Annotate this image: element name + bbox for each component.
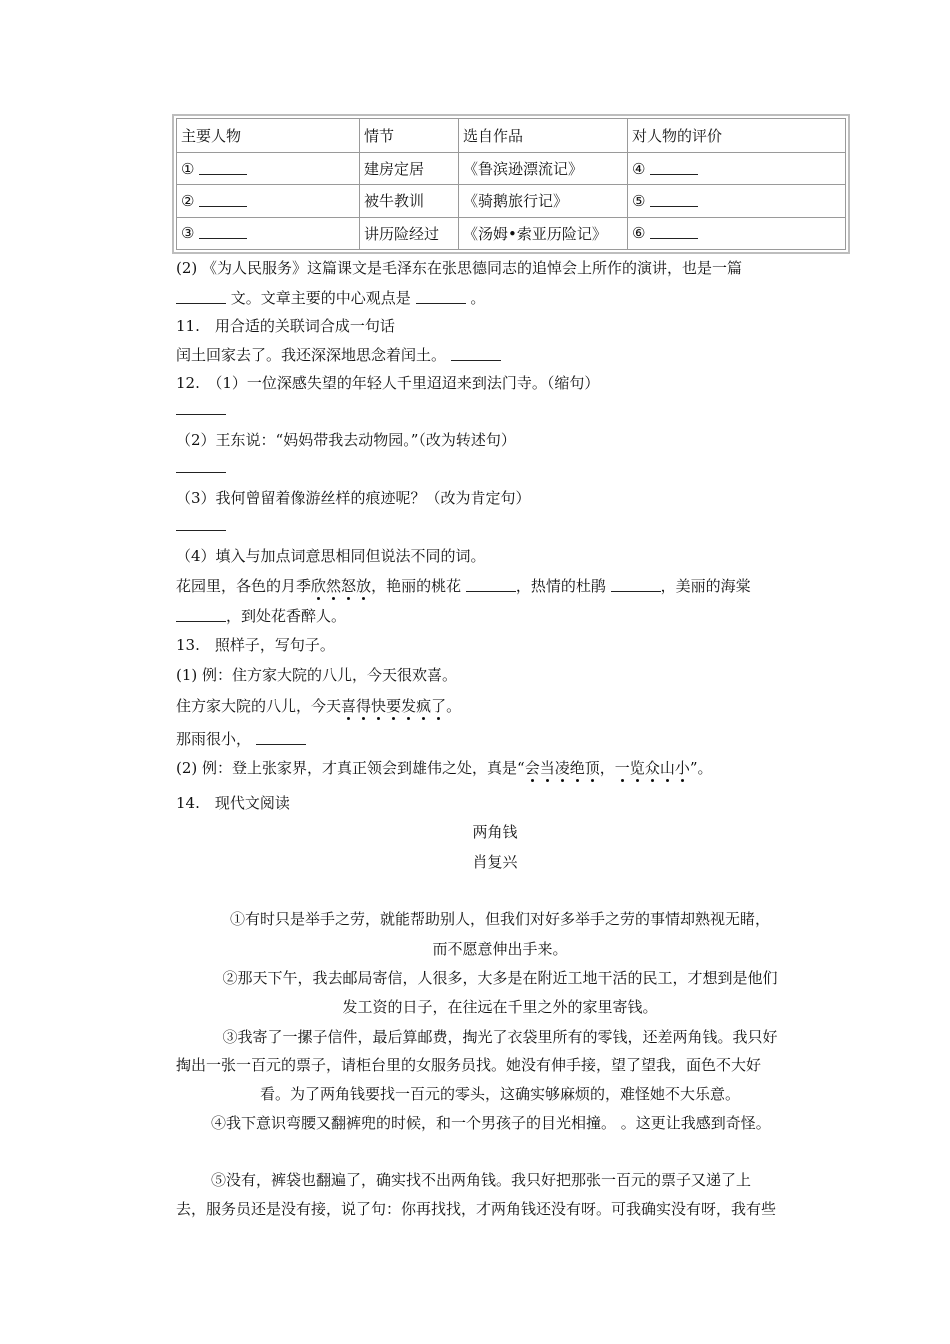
para-2b: 发工资的日子，在往远在千里之外的家里寄钱。 bbox=[342, 998, 658, 1016]
character-table bbox=[172, 114, 850, 254]
header-plot: 情节 bbox=[360, 119, 459, 153]
header-person: 主要人物 bbox=[177, 119, 360, 153]
q12-2-answer[interactable] bbox=[176, 458, 226, 476]
q12-4-blank3[interactable] bbox=[176, 620, 226, 622]
para-3a: ③我寄了一摞子信件，最后算邮费，掏光了衣袋里所有的零钱，还差两角钱。我只好 bbox=[222, 1028, 778, 1046]
q10-2-blank2[interactable] bbox=[416, 302, 466, 304]
q12-4-blank1[interactable] bbox=[466, 590, 516, 592]
q12-1-answer[interactable] bbox=[176, 400, 226, 418]
q13-ex2: (2) 例：登上张家界，才真正领会到雄伟之处，真是“会当凌绝顶，一览众山小”。 bbox=[176, 759, 713, 777]
cell-person-3[interactable]: ③ bbox=[177, 217, 360, 249]
para-1b: 而不愿意伸出手来。 bbox=[432, 940, 568, 958]
cell-eval-2[interactable]: ⑤ bbox=[628, 185, 846, 217]
story-author: 肖复兴 bbox=[472, 853, 518, 871]
cell-plot-2: 被牛教训 bbox=[360, 185, 459, 217]
q12-4: （4）填入与加点词意思相同但说法不同的词。 bbox=[176, 547, 486, 565]
header-work: 选自作品 bbox=[459, 119, 628, 153]
cell-plot-1: 建房定居 bbox=[360, 153, 459, 185]
cell-work-2: 《骑鹅旅行记》 bbox=[459, 185, 628, 217]
para-5a: ⑤没有，裤袋也翻遍了，确实找不出两角钱。我只好把那张一百元的票子又递了上 bbox=[211, 1171, 752, 1189]
q13-ex1-model: 住方家大院的八儿，今天喜得快要发疯了。 bbox=[176, 697, 462, 715]
cell-person-1[interactable]: ① bbox=[177, 153, 360, 185]
q10-2-line2: 文。文章主要的中心观点是 。 bbox=[176, 287, 485, 308]
q11-sentence: 闰土回家去了。我还深深地思念着闰土。 bbox=[176, 344, 501, 365]
para-1a: ①有时只是举手之劳，就能帮助别人，但我们对好多举手之劳的事情却熟视无睹， bbox=[229, 910, 770, 928]
q10-2-line1: (2) 《为人民服务》这篇课文是毛泽东在张思德同志的追悼会上所作的演讲，也是一篇 bbox=[176, 259, 743, 277]
q12-4-fill-line1: 花园里，各色的月季欣然怒放，艳丽的桃花 ，热情的杜鹃 ，美丽的海棠 bbox=[176, 577, 751, 595]
q12-4-blank2[interactable] bbox=[611, 590, 661, 592]
q12-3: （3）我何曾留着像游丝样的痕迹呢？（改为肯定句） bbox=[176, 489, 531, 507]
character-table-grid bbox=[176, 118, 846, 250]
q12-4-fill-line2: ，到处花香醉人。 bbox=[176, 605, 346, 626]
q11-blank[interactable] bbox=[451, 359, 501, 361]
cell-eval-1[interactable]: ④ bbox=[628, 153, 846, 185]
para-2a: ②那天下午，我去邮局寄信，人很多，大多是在附近工地干活的民工，才想到是他们 bbox=[222, 969, 778, 987]
cell-work-1: 《鲁滨逊漂流记》 bbox=[459, 153, 628, 185]
para-3b: 掏出一张一百元的票子，请柜台里的女服务员找。她没有伸手接，望了望我，面色不大好 bbox=[176, 1056, 762, 1074]
cell-plot-3: 讲历险经过 bbox=[360, 217, 459, 249]
q13-ex1-task: 那雨很小， bbox=[176, 728, 306, 749]
q12-2: （2）王东说：“妈妈带我去动物园。”（改为转述句） bbox=[176, 431, 516, 449]
q12-title: 12. （1）一位深感失望的年轻人千里迢迢来到法门寺。（缩句） bbox=[176, 374, 600, 392]
q10-2-blank1[interactable] bbox=[176, 302, 226, 304]
para-3c: 看。为了两角钱要找一百元的零头，这确实够麻烦的，难怪她不大乐意。 bbox=[259, 1085, 740, 1103]
q13-ex1: (1) 例：住方家大院的八儿，今天很欢喜。 bbox=[176, 666, 458, 684]
cell-person-2[interactable]: ② bbox=[177, 185, 360, 217]
q13-blank[interactable] bbox=[256, 743, 306, 745]
q11-title: 11. 用合适的关联词合成一句话 bbox=[176, 317, 395, 335]
para-4: ④我下意识弯腰又翻裤兜的时候，和一个男孩子的目光相撞。 。这更让我感到奇怪。 bbox=[211, 1114, 771, 1132]
q13-title: 13. 照样子，写句子。 bbox=[176, 636, 335, 654]
story-title: 两角钱 bbox=[472, 823, 518, 841]
para-5b: 去，服务员还是没有接，说了句：你再找找，才两角钱还没有呀。可我确实没有呀，我有些 bbox=[176, 1200, 777, 1218]
q12-3-answer[interactable] bbox=[176, 516, 226, 534]
q14-title: 14. 现代文阅读 bbox=[176, 794, 290, 812]
cell-work-3: 《汤姆•索亚历险记》 bbox=[459, 217, 628, 249]
header-evaluation: 对人物的评价 bbox=[628, 119, 846, 153]
cell-eval-3[interactable]: ⑥ bbox=[628, 217, 846, 249]
